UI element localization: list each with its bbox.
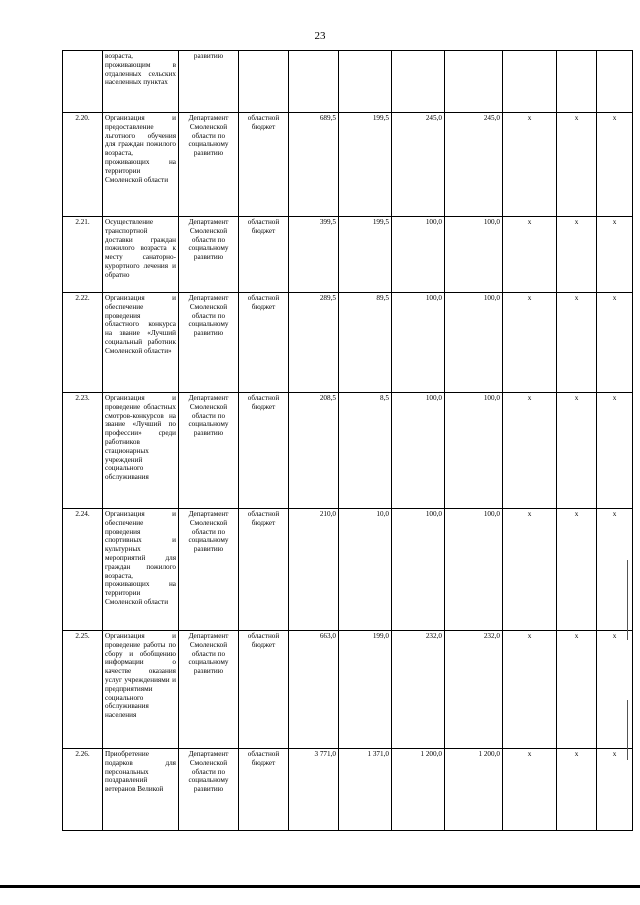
cell-y2: 1 200,0	[392, 749, 445, 831]
cell-num: 2.26.	[63, 749, 103, 831]
cell-name: Организация и обеспечение проведения областного конкурса на звание «Лучший социальный работник Смоленской области»	[103, 293, 179, 393]
cell-source: областной бюджет	[239, 749, 289, 831]
table-row	[63, 113, 633, 217]
cell-executor: Департамент Смоленской области по социальному развитию	[179, 113, 239, 217]
cell-total: 208,5	[289, 393, 339, 509]
cell-y5: х	[557, 113, 597, 217]
cell-y5: х	[557, 631, 597, 749]
cell-y4: х	[503, 749, 557, 831]
cell-y6: х	[597, 749, 633, 831]
cell-y5: х	[557, 749, 597, 831]
cell-y4: х	[503, 393, 557, 509]
bottom-rule	[0, 885, 640, 888]
cell-executor: Департамент Смоленской области по социальному развитию	[179, 631, 239, 749]
cell-name: Организация и проведение работы по сбору и обобщению информации о качестве оказания услуг учреждениями и предприятиями социального обслуживания населения	[103, 631, 179, 749]
cell-num: 2.23.	[63, 393, 103, 509]
cell-y2: 100,0	[392, 293, 445, 393]
cell-y3: 100,0	[445, 509, 503, 631]
cell-name: Организация и предоставление льготного обучения для граждан пожилого возраста, проживающих на территории Смоленской области	[103, 113, 179, 217]
cell-total: 210,0	[289, 509, 339, 631]
cell-y6	[597, 51, 633, 113]
cell-y1: 199,5	[339, 113, 392, 217]
cell-executor: Департамент Смоленской области по социальному развитию	[179, 293, 239, 393]
cell-y5: х	[557, 509, 597, 631]
cell-y6: х	[597, 631, 633, 749]
cell-source	[239, 51, 289, 113]
cell-name: возраста, проживающим в отдаленных сельских населенных пунктах	[103, 51, 179, 113]
cell-y4: х	[503, 113, 557, 217]
cell-y4: х	[503, 293, 557, 393]
cell-y5	[557, 51, 597, 113]
cell-y2: 100,0	[392, 393, 445, 509]
cell-y1: 8,5	[339, 393, 392, 509]
cell-name: Организация и обеспечение проведения спортивных и культурных мероприятий для граждан пожилого возраста, проживающих на территории Смоленской области	[103, 509, 179, 631]
cell-source: областной бюджет	[239, 217, 289, 293]
cell-num: 2.24.	[63, 509, 103, 631]
cell-y5: х	[557, 393, 597, 509]
cell-num: 2.22.	[63, 293, 103, 393]
cell-y6: х	[597, 509, 633, 631]
cell-total: 289,5	[289, 293, 339, 393]
cell-name: Приобретение подарков для персональных поздравлений ветеранов Великой	[103, 749, 179, 831]
cell-executor: Департамент Смоленской области по социальному развитию	[179, 509, 239, 631]
measures-table	[62, 50, 633, 831]
table-row	[63, 51, 633, 113]
cell-source: областной бюджет	[239, 631, 289, 749]
table-row	[63, 293, 633, 393]
cell-y6: х	[597, 293, 633, 393]
cell-y5: х	[557, 293, 597, 393]
cell-source: областной бюджет	[239, 509, 289, 631]
table-row	[63, 509, 633, 631]
table-row	[63, 749, 633, 831]
cell-y3	[445, 51, 503, 113]
cell-y1	[339, 51, 392, 113]
cell-executor: Департамент Смоленской области по социальному развитию	[179, 217, 239, 293]
cell-y6: х	[597, 217, 633, 293]
cell-y3: 1 200,0	[445, 749, 503, 831]
page-number: 23	[314, 30, 326, 42]
cell-name: Осуществление транспортной доставки граждан пожилого возраста к месту санаторно-курортного лечения и обратно	[103, 217, 179, 293]
table-row	[63, 393, 633, 509]
cell-num	[63, 51, 103, 113]
cell-y4	[503, 51, 557, 113]
cell-y3: 100,0	[445, 217, 503, 293]
cell-num: 2.25.	[63, 631, 103, 749]
cell-y3: 232,0	[445, 631, 503, 749]
cell-y4: х	[503, 509, 557, 631]
cell-y2: 245,0	[392, 113, 445, 217]
scan-artifact	[627, 700, 628, 760]
cell-source: областной бюджет	[239, 393, 289, 509]
cell-executor: развитию	[179, 51, 239, 113]
cell-total	[289, 51, 339, 113]
cell-y2	[392, 51, 445, 113]
table-row	[63, 631, 633, 749]
cell-y3: 100,0	[445, 393, 503, 509]
cell-y1: 199,0	[339, 631, 392, 749]
cell-y2: 100,0	[392, 509, 445, 631]
cell-y3: 100,0	[445, 293, 503, 393]
cell-y4: х	[503, 631, 557, 749]
cell-y5: х	[557, 217, 597, 293]
cell-total: 399,5	[289, 217, 339, 293]
cell-y2: 232,0	[392, 631, 445, 749]
cell-y2: 100,0	[392, 217, 445, 293]
cell-source: областной бюджет	[239, 293, 289, 393]
cell-y3: 245,0	[445, 113, 503, 217]
cell-executor: Департамент Смоленской области по социальному развитию	[179, 393, 239, 509]
cell-y6: х	[597, 113, 633, 217]
cell-y1: 199,5	[339, 217, 392, 293]
cell-executor: Департамент Смоленской области по социальному развитию	[179, 749, 239, 831]
cell-y1: 10,0	[339, 509, 392, 631]
table-row	[63, 217, 633, 293]
cell-y6: х	[597, 393, 633, 509]
cell-y1: 89,5	[339, 293, 392, 393]
cell-y4: х	[503, 217, 557, 293]
cell-total: 689,5	[289, 113, 339, 217]
cell-num: 2.20.	[63, 113, 103, 217]
cell-source: областной бюджет	[239, 113, 289, 217]
scan-artifact	[627, 560, 628, 640]
cell-total: 3 771,0	[289, 749, 339, 831]
cell-num: 2.21.	[63, 217, 103, 293]
cell-total: 663,0	[289, 631, 339, 749]
cell-y1: 1 371,0	[339, 749, 392, 831]
cell-name: Организация и проведение областных смотров-конкурсов на звание «Лучший по профессии» среди работников стационарных учреждений социального обслуживания	[103, 393, 179, 509]
